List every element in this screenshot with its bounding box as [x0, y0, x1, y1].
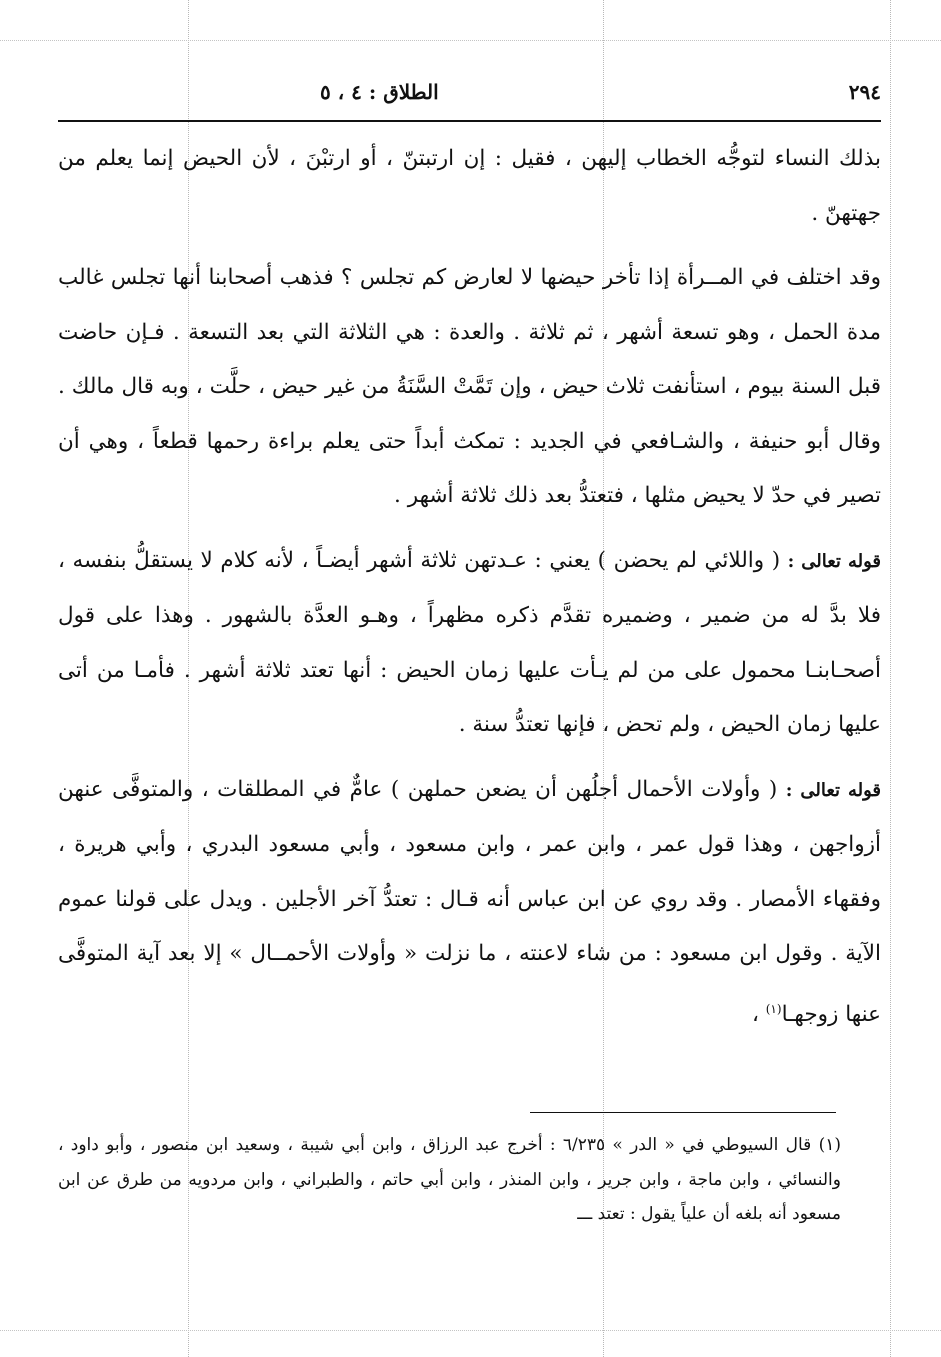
paragraph-text: بذلك النساء لتوجُّه الخطاب إليهن ، فقيل : إن ارتبتنّ ، أو ارتبْنَ ، لأن الحيض إنما يعلم من جهتهنّ .	[58, 146, 881, 226]
paragraph-text: ( واللائي لم يحضن ) يعني : عـدتهن ثلاثة أشهر أيضـاً ، لأنه كلام لا يستقلُّ بنفسه ، فلا بدَّ له من ضمير ، وضميره تقدَّم ذكره مظهراً ، وهـو العدَّة بالشهور . وهذا على قول أصحـابنـا محمول على من لم يـأت عليها زمان الحيض : أنها تعتد ثلاثة أشهر . فأمـا من أتى عليها زمان الحيض ، ولم تحض ، فإنها تعتدُّ سنة .	[58, 547, 881, 737]
footnote: (١) قال السيوطي في « الدر » ٦/٢٣٥ : أخرج عبد الرزاق ، وابن أبي شيبة ، وسعيد ابن منصور ، وأبو داود ، والنسائي ، وابن ماجة ، وابن جرير ، وابن المنذر ، وابن أبي حاتم ، والطبراني ، وابن مردويه من طرق عن ابن مسعود أنه بلغه أن علياً يقول : تعتد ـــ	[58, 1135, 841, 1224]
paragraph-tail: ،	[751, 1001, 766, 1027]
footnotes	[58, 1128, 841, 1232]
paragraph-text: وقد اختلف في المــرأة إذا تأخر حيضها لا لعارض كم تجلس ؟ فذهب أصحابنا أنها تجلس غالب مدة الحمل ، وهو تسعة أشهر ، ثم ثلاثة . والعدة : هي الثلاثة التي بعد التسعة . فـإن حاضت قبل السنة بيوم ، استأنفت ثلاث حيض ، وإن تَمَّتْ السَّنَةُ من غير حيض ، حلَّت ، وبه قال مالك . وقال أبو حنيفة ، والشـافعي في الجديد : تمكث أبداً حتى يعلم براءة رحمها قطعاً ، وهي أن تصير في حدّ لا يحيض مثلها ، فتعتدُّ بعد ذلك ثلاثة أشهر .	[58, 265, 881, 508]
page-number: ٢٩٤	[848, 80, 881, 104]
header-rule	[58, 120, 881, 122]
paragraph	[58, 251, 881, 524]
scan-grid-line	[0, 1330, 941, 1331]
paragraph	[58, 132, 881, 241]
footnote-reference[interactable]: (١)	[765, 1001, 782, 1016]
page-header	[60, 78, 881, 114]
main-text	[58, 132, 881, 1042]
paragraph-lead: قوله تعالى :	[785, 779, 881, 801]
paragraph	[58, 534, 881, 753]
footnote-rule	[530, 1112, 836, 1113]
running-title: الطلاق : ٤ ، ٥	[320, 80, 439, 104]
scan-grid-line	[890, 0, 891, 1357]
paragraph-lead: قوله تعالى :	[787, 550, 881, 572]
paragraph-text: ( وأولات الأحمال أجلُهن أن يضعن حملهن ) عامٌّ في المطلقات ، والمتوفَّى عنهن أزواجهن ، وهذا قول عمر ، وابن عمر ، وابن مسعود ، وأبي مسعود البدري ، وأبي هريرة ، وفقهاء الأمصار . وقد روي عن ابن عباس أنه قـال : تعتدُّ آخر الأجلين . ويدل على قولنا عموم الآية . وقول ابن مسعود : من شاء لاعنته ، ما نزلت « وأولات الأحمــال » إلا بعد آية المتوفَّى عنها زوجهـا	[58, 776, 881, 1027]
paragraph	[58, 763, 881, 1043]
scan-grid-line	[0, 40, 941, 41]
